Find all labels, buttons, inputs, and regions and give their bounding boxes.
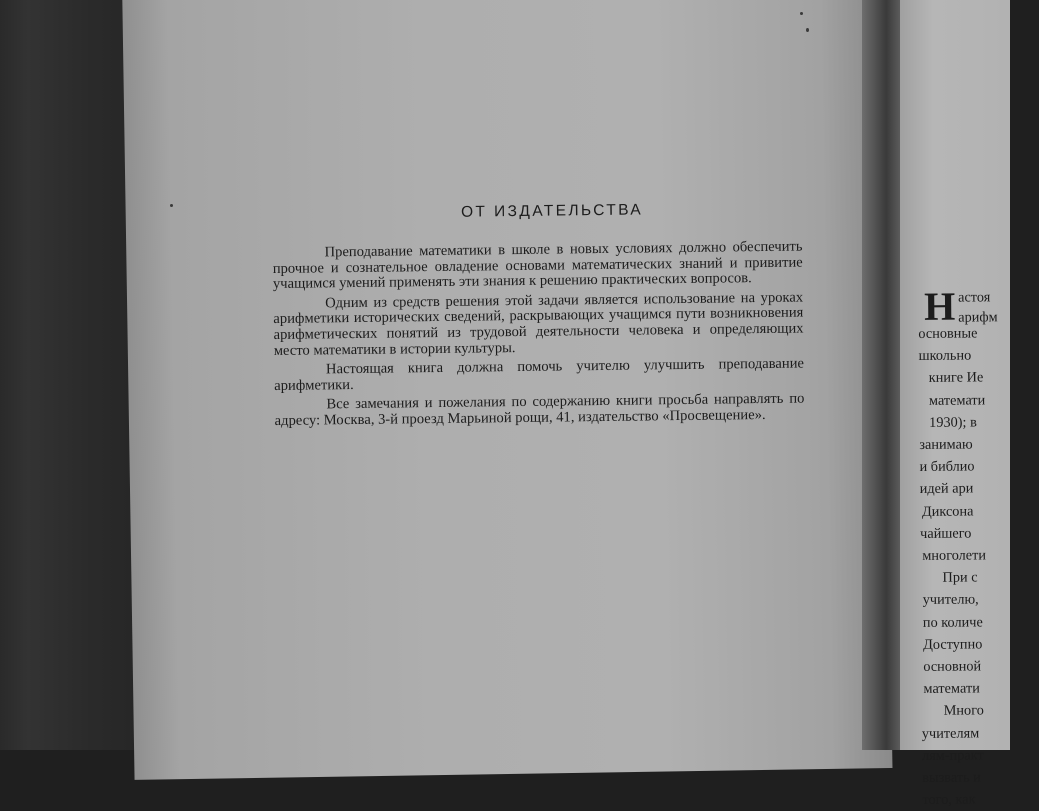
paragraph: Одним из средств решения этой задачи является использование на уроках арифметики исторических сведений, раскрывающих учащимся пути возникновения арифметических понятий из трудовой деятельности человека и определяющих место математики в истории культуры.: [273, 289, 804, 359]
text-line: математи: [928, 391, 986, 409]
text-line: чайшего: [920, 525, 972, 542]
text-line: основные: [918, 325, 978, 342]
page-title: ОТ ИЗДАТЕЛЬСТВА: [460, 201, 644, 221]
text-line: по количе: [922, 614, 983, 631]
text-line: Много: [943, 702, 984, 720]
right-page-text: [914, 283, 1039, 811]
text-line: Диксона: [921, 503, 974, 520]
text-line: школьно: [918, 347, 972, 365]
drop-cap: Н: [923, 283, 956, 329]
text-line: астоя: [957, 289, 991, 306]
text-line: многолети: [922, 547, 987, 564]
page-speck: [170, 204, 173, 207]
text-line: занимаю: [919, 436, 973, 453]
paragraph: Преподавание математики в школе в новых условиях должно обеспечить прочное и сознательное овладение основами математических знаний и привитие учащимся умений применять эти знания к решению практических вопросов.: [272, 238, 803, 293]
page-speck: [806, 28, 809, 32]
first-line: [914, 283, 1034, 329]
text-line: книге Ие: [928, 369, 984, 387]
text-line: основной: [923, 658, 982, 675]
text-line: вызвать и: [922, 769, 981, 787]
paragraph: Настоящая книга должна помочь учителю улучшить преподавание арифметики.: [274, 355, 805, 394]
publisher-note: [272, 200, 805, 434]
text-line: При с: [942, 569, 978, 586]
paragraph: Все замечания и пожелания по содержанию книги просьба направлять по адресу: Москва, 3-й проезд Марьиной рощи, 41, издательство «Просвещение».: [274, 390, 805, 429]
text-line: Доступно: [923, 636, 983, 653]
page-speck: [800, 12, 803, 15]
text-line: и библио: [919, 458, 975, 476]
text-line: идей ари: [919, 480, 974, 498]
text-line: 1930); в: [929, 414, 977, 431]
text-line: учителям: [921, 725, 980, 742]
text-line: того, как: [922, 791, 976, 809]
text-line: арифм: [958, 309, 998, 326]
text-line: учителю,: [922, 591, 979, 609]
book-cover-edge: [0, 0, 140, 750]
text-line: математи: [923, 680, 980, 698]
text-line: лям-практ: [921, 747, 984, 764]
